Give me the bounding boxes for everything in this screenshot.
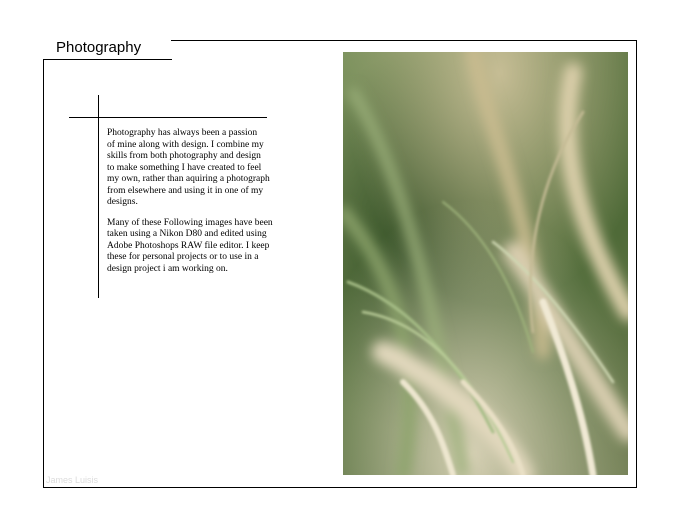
author-credit: James Luisis — [46, 475, 99, 485]
grass-photo-graphic — [343, 52, 628, 475]
frame-right-border — [636, 40, 637, 488]
frame-left-border — [43, 60, 44, 488]
frame-bottom-border — [43, 487, 637, 488]
page-title: Photography — [56, 39, 142, 56]
intro-paragraph-1: Photography has always been a passion of mine along with design. I combine my skills from both photography and design to make something I have created to feel my own, rather than aquiring a photograph from elsewhere and using it in one of my designs. — [107, 128, 270, 207]
intro-paragraph-2: Many of these Following images have been taken using a Nikon D80 and edited using Adobe Photoshops RAW file editor. I keep these for personal projects or to use in a design project i am working on. — [107, 217, 273, 274]
grass-photo — [343, 52, 628, 475]
frame-top-border — [171, 40, 636, 41]
intro-text — [107, 128, 297, 284]
crosshair-vertical-rule — [98, 95, 99, 298]
title-tab-underline — [43, 59, 172, 60]
